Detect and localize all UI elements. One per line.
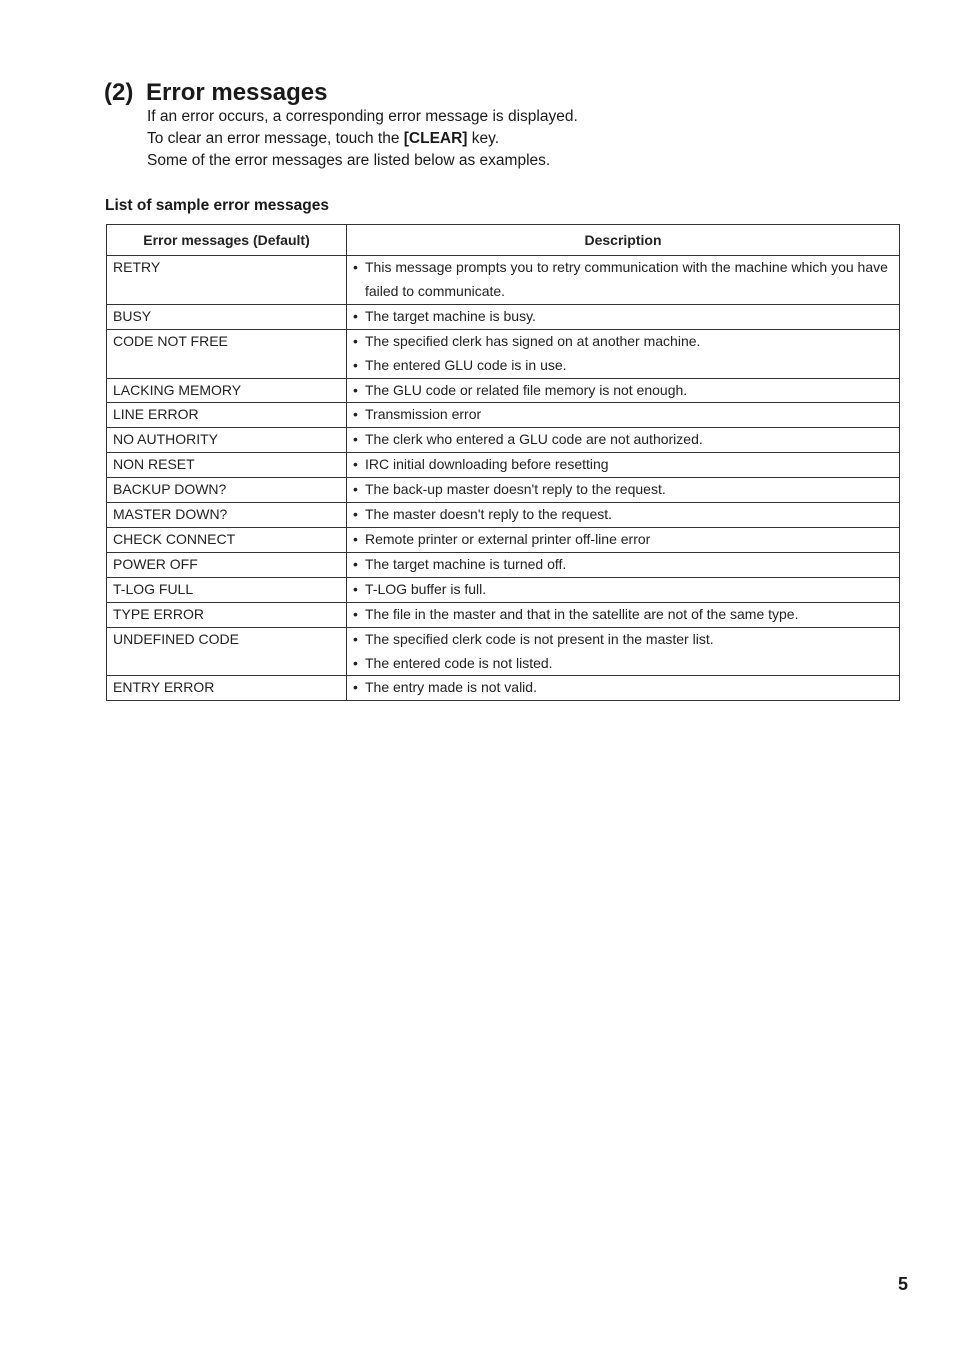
error-message-cell: T-LOG FULL <box>107 577 347 602</box>
description-item <box>353 330 893 354</box>
description-cell <box>347 478 900 503</box>
description-text: The target machine is busy. <box>365 307 536 324</box>
description-item <box>353 578 893 602</box>
bullet-icon: • <box>353 481 358 498</box>
description-text: The entry made is not valid. <box>365 679 537 696</box>
description-item <box>353 428 893 452</box>
bullet-icon: • <box>353 654 358 671</box>
bullet-icon: • <box>353 406 358 423</box>
error-message-cell: RETRY <box>107 256 347 305</box>
description-cell <box>347 503 900 528</box>
error-message-cell: CHECK CONNECT <box>107 527 347 552</box>
table-row <box>107 627 900 676</box>
description-cell <box>347 602 900 627</box>
table-row <box>107 478 900 503</box>
table-row <box>107 527 900 552</box>
bullet-icon: • <box>353 506 358 523</box>
table-row <box>107 256 900 305</box>
description-cell <box>347 256 900 305</box>
description-cell <box>347 552 900 577</box>
table-row <box>107 304 900 329</box>
clear-key-label: [CLEAR] <box>403 130 468 147</box>
table-row <box>107 453 900 478</box>
description-cell <box>347 627 900 676</box>
description-cell <box>347 304 900 329</box>
error-message-cell: LINE ERROR <box>107 403 347 428</box>
error-message-cell: POWER OFF <box>107 552 347 577</box>
bullet-icon: • <box>353 431 358 448</box>
description-text: The specified clerk code is not present in the master list. <box>365 630 714 647</box>
bullet-icon: • <box>353 456 358 473</box>
description-item <box>353 354 893 378</box>
bullet-icon: • <box>353 580 358 597</box>
error-message-cell: TYPE ERROR <box>107 602 347 627</box>
description-cell <box>347 453 900 478</box>
error-message-cell: UNDEFINED CODE <box>107 627 347 676</box>
error-message-cell: CODE NOT FREE <box>107 329 347 378</box>
error-messages-table <box>106 224 900 701</box>
error-message-cell: NO AUTHORITY <box>107 428 347 453</box>
error-message-cell: LACKING MEMORY <box>107 378 347 403</box>
description-item <box>353 403 893 427</box>
table-row <box>107 503 900 528</box>
description-item <box>353 553 893 577</box>
description-item <box>353 628 893 652</box>
description-item <box>353 503 893 527</box>
description-text: The target machine is turned off. <box>365 555 567 572</box>
description-text: This message prompts you to retry communication with the machine which you have failed to communicate. <box>365 259 888 299</box>
section-heading <box>104 78 327 108</box>
description-cell <box>347 527 900 552</box>
bullet-icon: • <box>353 259 358 275</box>
description-item <box>353 676 893 700</box>
bullet-icon: • <box>353 605 358 622</box>
description-cell <box>347 428 900 453</box>
description-text: The specified clerk has signed on at another machine. <box>365 332 701 349</box>
bullet-icon: • <box>353 630 358 647</box>
description-cell <box>347 676 900 701</box>
column-header-description: Description <box>347 225 900 256</box>
description-text: The entered GLU code is in use. <box>365 356 567 373</box>
intro-text <box>147 106 578 172</box>
description-item <box>353 528 893 552</box>
description-item <box>353 305 893 329</box>
description-item <box>353 478 893 502</box>
section-number: (2) <box>104 79 134 106</box>
description-text: The file in the master and that in the satellite are not of the same type. <box>365 605 799 622</box>
table-row <box>107 577 900 602</box>
description-item <box>353 652 893 676</box>
error-message-cell: BACKUP DOWN? <box>107 478 347 503</box>
bullet-icon: • <box>353 679 358 696</box>
intro-line-2 <box>147 128 578 150</box>
description-text: The clerk who entered a GLU code are not authorized. <box>365 431 703 448</box>
table-body <box>107 256 900 701</box>
intro-line-1: If an error occurs, a corresponding error message is displayed. <box>147 108 578 125</box>
description-item <box>353 256 893 304</box>
table-row <box>107 676 900 701</box>
description-text: T-LOG buffer is full. <box>365 580 487 597</box>
description-text: The back-up master doesn't reply to the request. <box>365 481 666 498</box>
description-text: The master doesn't reply to the request. <box>365 506 613 523</box>
description-text: The entered code is not listed. <box>365 654 553 671</box>
error-message-cell: ENTRY ERROR <box>107 676 347 701</box>
table-row <box>107 378 900 403</box>
bullet-icon: • <box>353 356 358 373</box>
error-message-cell: BUSY <box>107 304 347 329</box>
table-row <box>107 329 900 378</box>
intro-line-2-after: key. <box>467 130 500 147</box>
section-title: Error messages <box>146 79 328 106</box>
bullet-icon: • <box>353 307 358 324</box>
description-text: The GLU code or related file memory is not enough. <box>365 381 688 398</box>
bullet-icon: • <box>353 381 358 398</box>
intro-line-3: Some of the error messages are listed below as examples. <box>147 152 551 169</box>
intro-line-2-before: To clear an error message, touch the <box>147 130 404 147</box>
description-cell <box>347 577 900 602</box>
description-item <box>353 603 893 627</box>
table-row <box>107 602 900 627</box>
list-title: List of sample error messages <box>105 197 329 214</box>
description-text: Transmission error <box>365 406 482 423</box>
bullet-icon: • <box>353 530 358 547</box>
column-header-error-messages: Error messages (Default) <box>107 225 347 256</box>
description-cell <box>347 403 900 428</box>
description-text: Remote printer or external printer off-line error <box>365 530 651 547</box>
table-row <box>107 428 900 453</box>
bullet-icon: • <box>353 332 358 349</box>
error-message-cell: MASTER DOWN? <box>107 503 347 528</box>
table-row <box>107 552 900 577</box>
bullet-icon: • <box>353 555 358 572</box>
description-cell <box>347 329 900 378</box>
description-text: IRC initial downloading before resetting <box>365 456 609 473</box>
table-row <box>107 403 900 428</box>
description-cell <box>347 378 900 403</box>
description-item <box>353 453 893 477</box>
error-message-cell: NON RESET <box>107 453 347 478</box>
page-number: 5 <box>898 1274 909 1294</box>
description-item <box>353 379 893 403</box>
table-header-row <box>107 225 900 256</box>
